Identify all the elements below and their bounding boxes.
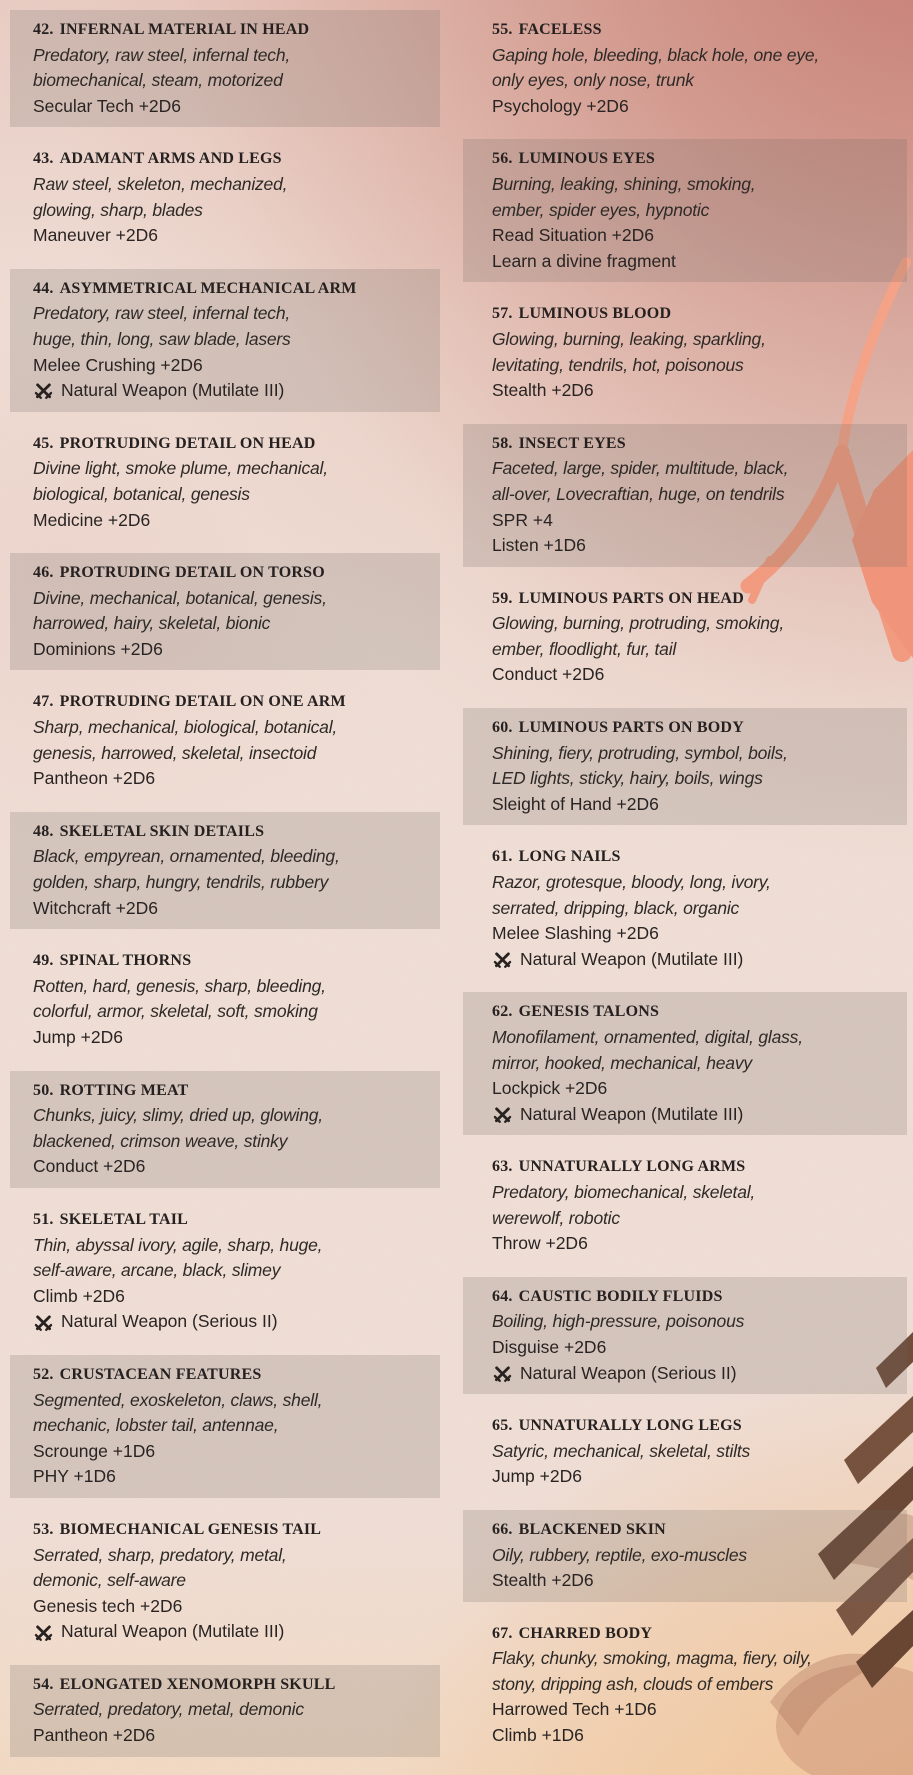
- entry-descriptor-line: Monofilament, ornamented, digital, glass,: [492, 1027, 803, 1047]
- entry-number: 49.: [33, 952, 54, 970]
- entry-descriptor-line: demonic, self-aware: [33, 1570, 186, 1591]
- entry-descriptor-line: Predatory, biomechanical, skeletal,: [492, 1181, 756, 1202]
- entry-header: [33, 948, 432, 974]
- entry-title: ASYMMETRICAL MECHANICAL ARM: [59, 279, 357, 297]
- entry-number: 50.: [33, 1081, 54, 1099]
- crossed-swords-icon: [33, 1622, 54, 1643]
- entry-title: ROTTING MEAT: [59, 1081, 189, 1099]
- mutation-entry: [463, 1614, 907, 1757]
- entry-descriptor-line: ember, spider eyes, hypnotic: [492, 199, 710, 220]
- entry-descriptor-line: Faceted, large, spider, multitude, black,: [492, 458, 789, 479]
- natural-weapon-label: Natural Weapon (Mutilate III): [61, 380, 285, 401]
- entry-title: INSECT EYES: [518, 434, 626, 452]
- entry-skill-line: Throw +2D6: [492, 1233, 588, 1254]
- entry-skill-line: Pantheon +2D6: [33, 1725, 156, 1746]
- entry-skill-line: Listen +1D6: [492, 535, 586, 556]
- entry-descriptor-line: Serrated, sharp, predatory, metal,: [33, 1544, 287, 1565]
- natural-weapon-label: Natural Weapon (Mutilate III): [61, 1621, 285, 1642]
- natural-weapon-line: [33, 378, 432, 404]
- entry-skill-line: Read Situation +2D6: [492, 225, 654, 246]
- mutation-entry: [463, 139, 907, 282]
- natural-weapon-label: Natural Weapon (Serious II): [520, 1362, 737, 1383]
- entry-descriptor-line: self-aware, arcane, black, slimey: [33, 1260, 281, 1281]
- entry-header: [33, 1672, 432, 1698]
- mutation-entry: [463, 424, 907, 567]
- entry-header: [33, 276, 432, 302]
- entry-title: ELONGATED XENOMORPH SKULL: [59, 1675, 336, 1693]
- entry-header: [33, 819, 432, 845]
- entry-header: [33, 1207, 432, 1233]
- crossed-swords-icon: [492, 949, 513, 970]
- entry-descriptor-line: LED lights, sticky, hairy, boils, wings: [492, 768, 763, 789]
- entry-number: 48.: [33, 822, 54, 840]
- entry-number: 47.: [33, 693, 54, 711]
- entry-number: 55.: [492, 21, 513, 38]
- entry-header: [492, 1284, 899, 1310]
- entry-descriptor-line: Black, empyrean, ornamented, bleeding,: [33, 846, 340, 867]
- entry-skill-line: Stealth +2D6: [492, 380, 594, 401]
- entry-number: 43.: [33, 150, 54, 168]
- entry-skill-line: Stealth +2D6: [492, 1570, 594, 1591]
- entry-number: 63.: [492, 1158, 513, 1176]
- natural-weapon-line: [492, 947, 899, 973]
- entry-descriptor-line: Predatory, raw steel, infernal tech,: [33, 303, 291, 324]
- mutation-entry: [10, 1510, 440, 1653]
- entry-number: 44.: [33, 279, 54, 297]
- mutation-entry: [10, 269, 440, 412]
- entry-descriptor-line: Burning, leaking, shining, smoking,: [492, 173, 756, 194]
- entry-number: 42.: [33, 21, 54, 38]
- mutation-entry: [10, 10, 440, 127]
- entry-skill-line: Sleight of Hand +2D6: [492, 793, 659, 814]
- entry-descriptor-line: Gaping hole, bleeding, black hole, one eye,: [492, 44, 820, 65]
- entry-descriptor-line: Thin, abyssal ivory, agile, sharp, huge,: [33, 1234, 323, 1255]
- mutation-entry: [463, 10, 907, 127]
- natural-weapon-label: Natural Weapon (Serious II): [61, 1311, 278, 1332]
- entry-descriptor-line: colorful, armor, skeletal, soft, smoking: [33, 1001, 318, 1022]
- entry-descriptor-line: Flaky, chunky, smoking, magma, fiery, oily,: [492, 1648, 812, 1669]
- entry-number: 61.: [492, 848, 513, 866]
- entry-descriptor-line: mechanic, lobster tail, antennae,: [33, 1415, 279, 1436]
- mutation-entry: [10, 553, 440, 670]
- entry-number: 52.: [33, 1365, 54, 1383]
- entry-skill-line: Climb +2D6: [33, 1285, 125, 1306]
- mutation-entry: [10, 941, 440, 1058]
- mutation-entry: [463, 1510, 907, 1602]
- entry-skill-line: Jump +2D6: [492, 1466, 582, 1487]
- entry-header: [33, 1517, 432, 1543]
- natural-weapon-line: [492, 1361, 899, 1387]
- entry-descriptor-line: Chunks, juicy, slimy, dried up, glowing,: [33, 1105, 323, 1126]
- entry-number: 45.: [33, 434, 54, 452]
- entry-skill-line: SPR +4: [492, 509, 553, 530]
- entry-title: SKELETAL SKIN DETAILS: [59, 822, 265, 840]
- mutation-entry: [10, 1355, 440, 1498]
- natural-weapon-line: [33, 1619, 432, 1645]
- entry-header: [33, 17, 432, 43]
- entry-number: 46.: [33, 564, 54, 582]
- entry-descriptor-line: all-over, Lovecraftian, huge, on tendrils: [492, 483, 785, 504]
- entry-number: 60.: [492, 719, 513, 737]
- entry-descriptor-line: biomechanical, steam, motorized: [33, 70, 283, 91]
- entry-descriptor-line: werewolf, robotic: [492, 1207, 620, 1228]
- crossed-swords-icon: [492, 1104, 513, 1125]
- mutation-entry: [463, 837, 907, 980]
- entry-descriptor-line: Sharp, mechanical, biological, botanical,: [33, 717, 338, 738]
- entry-descriptor-line: Razor, grotesque, bloody, long, ivory,: [492, 872, 771, 893]
- entry-skill-line: Medicine +2D6: [33, 509, 151, 530]
- entry-number: 62.: [492, 1003, 513, 1021]
- entry-skill-line: Conduct +2D6: [33, 1156, 146, 1177]
- entry-title: CRUSTACEAN FEATURES: [59, 1365, 262, 1383]
- mutation-entry: [10, 682, 440, 799]
- entry-descriptor-line: glowing, sharp, blades: [33, 199, 203, 220]
- entry-skill-line: Secular Tech +2D6: [33, 95, 182, 116]
- entry-skill-line: Melee Slashing +2D6: [492, 923, 659, 944]
- entry-descriptor-line: levitating, tendrils, hot, poisonous: [492, 354, 744, 375]
- entry-header: [492, 715, 899, 741]
- entry-descriptor-line: Segmented, exoskeleton, claws, shell,: [33, 1389, 323, 1410]
- entry-header: [492, 1621, 899, 1647]
- entry-header: [33, 1078, 432, 1104]
- entry-skill-line: Pantheon +2D6: [33, 768, 156, 789]
- crossed-swords-icon: [33, 1312, 54, 1333]
- entry-title: PROTRUDING DETAIL ON ONE ARM: [59, 693, 346, 711]
- entry-descriptor-line: Serrated, predatory, metal, demonic: [33, 1699, 304, 1720]
- crossed-swords-icon: [492, 1363, 513, 1384]
- entry-descriptor-line: Oily, rubbery, reptile, exo-muscles: [492, 1544, 747, 1565]
- entry-number: 58.: [492, 434, 513, 452]
- entry-descriptor-line: Glowing, burning, protruding, smoking,: [492, 613, 785, 634]
- entry-header: [492, 431, 899, 457]
- entry-header: [492, 17, 899, 43]
- entry-number: 59.: [492, 589, 513, 607]
- natural-weapon-label: Natural Weapon (Mutilate III): [520, 948, 744, 969]
- entry-descriptor-line: Boiling, high-pressure, poisonous: [492, 1311, 745, 1332]
- entry-skill-line: Scrounge +1D6: [33, 1440, 156, 1461]
- entry-number: 57.: [492, 305, 513, 323]
- crossed-swords-icon: [33, 380, 54, 401]
- entry-descriptor-line: harrowed, hairy, skeletal, bionic: [33, 613, 271, 634]
- entry-skill-line: Witchcraft +2D6: [33, 897, 158, 918]
- entry-title: GENESIS TALONS: [518, 1003, 660, 1021]
- entry-skill-line: Climb +1D6: [492, 1725, 584, 1746]
- entry-title: SPINAL THORNS: [59, 952, 192, 970]
- entry-header: [492, 586, 899, 612]
- entry-descriptor-line: Shining, fiery, protruding, symbol, boils,: [492, 742, 788, 763]
- entry-title: LONG NAILS: [518, 848, 621, 866]
- entry-header: [492, 999, 899, 1025]
- entry-title: LUMINOUS PARTS ON BODY: [518, 719, 744, 737]
- entry-skill-line: Maneuver +2D6: [33, 225, 159, 246]
- natural-weapon-line: [492, 1102, 899, 1128]
- entry-header: [492, 1517, 899, 1543]
- column-right: [463, 10, 907, 1769]
- entry-title: SKELETAL TAIL: [59, 1210, 189, 1228]
- mutation-entry: [463, 708, 907, 825]
- entry-title: INFERNAL MATERIAL IN HEAD: [59, 21, 310, 38]
- entry-number: 51.: [33, 1210, 54, 1228]
- entry-skill-line: Dominions +2D6: [33, 638, 163, 659]
- entry-skill-line: Learn a divine fragment: [492, 250, 676, 271]
- natural-weapon-line: [33, 1309, 432, 1335]
- entry-skill-line: Genesis tech +2D6: [33, 1595, 183, 1616]
- entry-title: LUMINOUS PARTS ON HEAD: [518, 589, 744, 607]
- entry-number: 67.: [492, 1624, 513, 1642]
- mutation-entry: [463, 1147, 907, 1264]
- entry-descriptor-line: Rotten, hard, genesis, sharp, bleeding,: [33, 975, 326, 996]
- entry-title: LUMINOUS EYES: [518, 150, 656, 168]
- mutation-entry: [463, 1406, 907, 1498]
- entry-title: BIOMECHANICAL GENESIS TAIL: [59, 1520, 322, 1538]
- entry-number: 66.: [492, 1520, 513, 1538]
- entry-descriptor-line: Predatory, raw steel, infernal tech,: [33, 44, 291, 65]
- entry-header: [492, 844, 899, 870]
- entry-title: PROTRUDING DETAIL ON HEAD: [59, 434, 316, 452]
- entry-title: PROTRUDING DETAIL ON TORSO: [59, 564, 325, 582]
- entry-number: 64.: [492, 1287, 513, 1305]
- mutation-entry: [10, 1071, 440, 1188]
- entry-descriptor-line: huge, thin, long, saw blade, lasers: [33, 328, 291, 349]
- entry-title: UNNATURALLY LONG ARMS: [518, 1158, 746, 1176]
- natural-weapon-label: Natural Weapon (Mutilate III): [520, 1103, 744, 1124]
- entry-skill-line: Psychology +2D6: [492, 95, 629, 116]
- entry-title: BLACKENED SKIN: [518, 1520, 666, 1538]
- entry-descriptor-line: mirror, hooked, mechanical, heavy: [492, 1052, 752, 1073]
- entry-title: CAUSTIC BODILY FLUIDS: [518, 1287, 723, 1305]
- entry-number: 56.: [492, 150, 513, 168]
- mutation-entry: [10, 812, 440, 929]
- entry-descriptor-line: only eyes, only nose, trunk: [492, 70, 694, 91]
- entry-descriptor-line: biological, botanical, genesis: [33, 483, 250, 504]
- entry-descriptor-line: Raw steel, skeleton, mechanized,: [33, 173, 288, 194]
- entry-header: [492, 301, 899, 327]
- mutation-entry: [463, 1277, 907, 1394]
- entry-descriptor-line: Divine, mechanical, botanical, genesis,: [33, 587, 327, 608]
- mutation-entry: [10, 139, 440, 256]
- entry-descriptor-line: Satyric, mechanical, skeletal, stilts: [492, 1440, 751, 1461]
- entry-header: [33, 689, 432, 715]
- entry-descriptor-line: serrated, dripping, black, organic: [492, 897, 740, 918]
- entry-header: [492, 1154, 899, 1180]
- mutation-entry: [10, 1200, 440, 1343]
- entry-skill-line: Conduct +2D6: [492, 664, 605, 685]
- entry-descriptor-line: genesis, harrowed, skeletal, insectoid: [33, 742, 317, 763]
- entry-title: FACELESS: [518, 21, 602, 38]
- entry-skill-line: Lockpick +2D6: [492, 1078, 608, 1099]
- entry-title: CHARRED BODY: [518, 1624, 653, 1642]
- entry-skill-line: Disguise +2D6: [492, 1336, 607, 1357]
- entry-skill-line: Melee Crushing +2D6: [33, 354, 203, 375]
- entry-title: LUMINOUS BLOOD: [518, 305, 672, 323]
- entry-number: 53.: [33, 1520, 54, 1538]
- mutation-entry: [463, 992, 907, 1135]
- entry-header: [33, 560, 432, 586]
- entry-header: [492, 146, 899, 172]
- entry-title: ADAMANT ARMS AND LEGS: [59, 150, 282, 168]
- entry-skill-line: PHY +1D6: [33, 1466, 116, 1487]
- entry-descriptor-line: blackened, crimson weave, stinky: [33, 1130, 288, 1151]
- mutation-entry: [463, 294, 907, 411]
- entry-descriptor-line: ember, floodlight, fur, tail: [492, 638, 677, 659]
- entry-descriptor-line: Divine light, smoke plume, mechanical,: [33, 458, 328, 479]
- entry-header: [492, 1413, 899, 1439]
- entry-header: [33, 146, 432, 172]
- entry-number: 65.: [492, 1417, 513, 1435]
- entry-number: 54.: [33, 1675, 54, 1693]
- entry-descriptor-line: stony, dripping ash, clouds of embers: [492, 1673, 774, 1694]
- entry-title: UNNATURALLY LONG LEGS: [518, 1417, 742, 1435]
- column-left: [10, 10, 440, 1769]
- entry-header: [33, 1362, 432, 1388]
- entry-skill-line: Harrowed Tech +1D6: [492, 1699, 657, 1720]
- mutation-entry: [463, 579, 907, 696]
- entry-descriptor-line: Glowing, burning, leaking, sparkling,: [492, 328, 766, 349]
- mutation-entry: [10, 1665, 440, 1757]
- entry-descriptor-line: golden, sharp, hungry, tendrils, rubbery: [33, 872, 329, 893]
- entry-skill-line: Jump +2D6: [33, 1027, 123, 1047]
- mutation-entry: [10, 424, 440, 541]
- entry-header: [33, 431, 432, 457]
